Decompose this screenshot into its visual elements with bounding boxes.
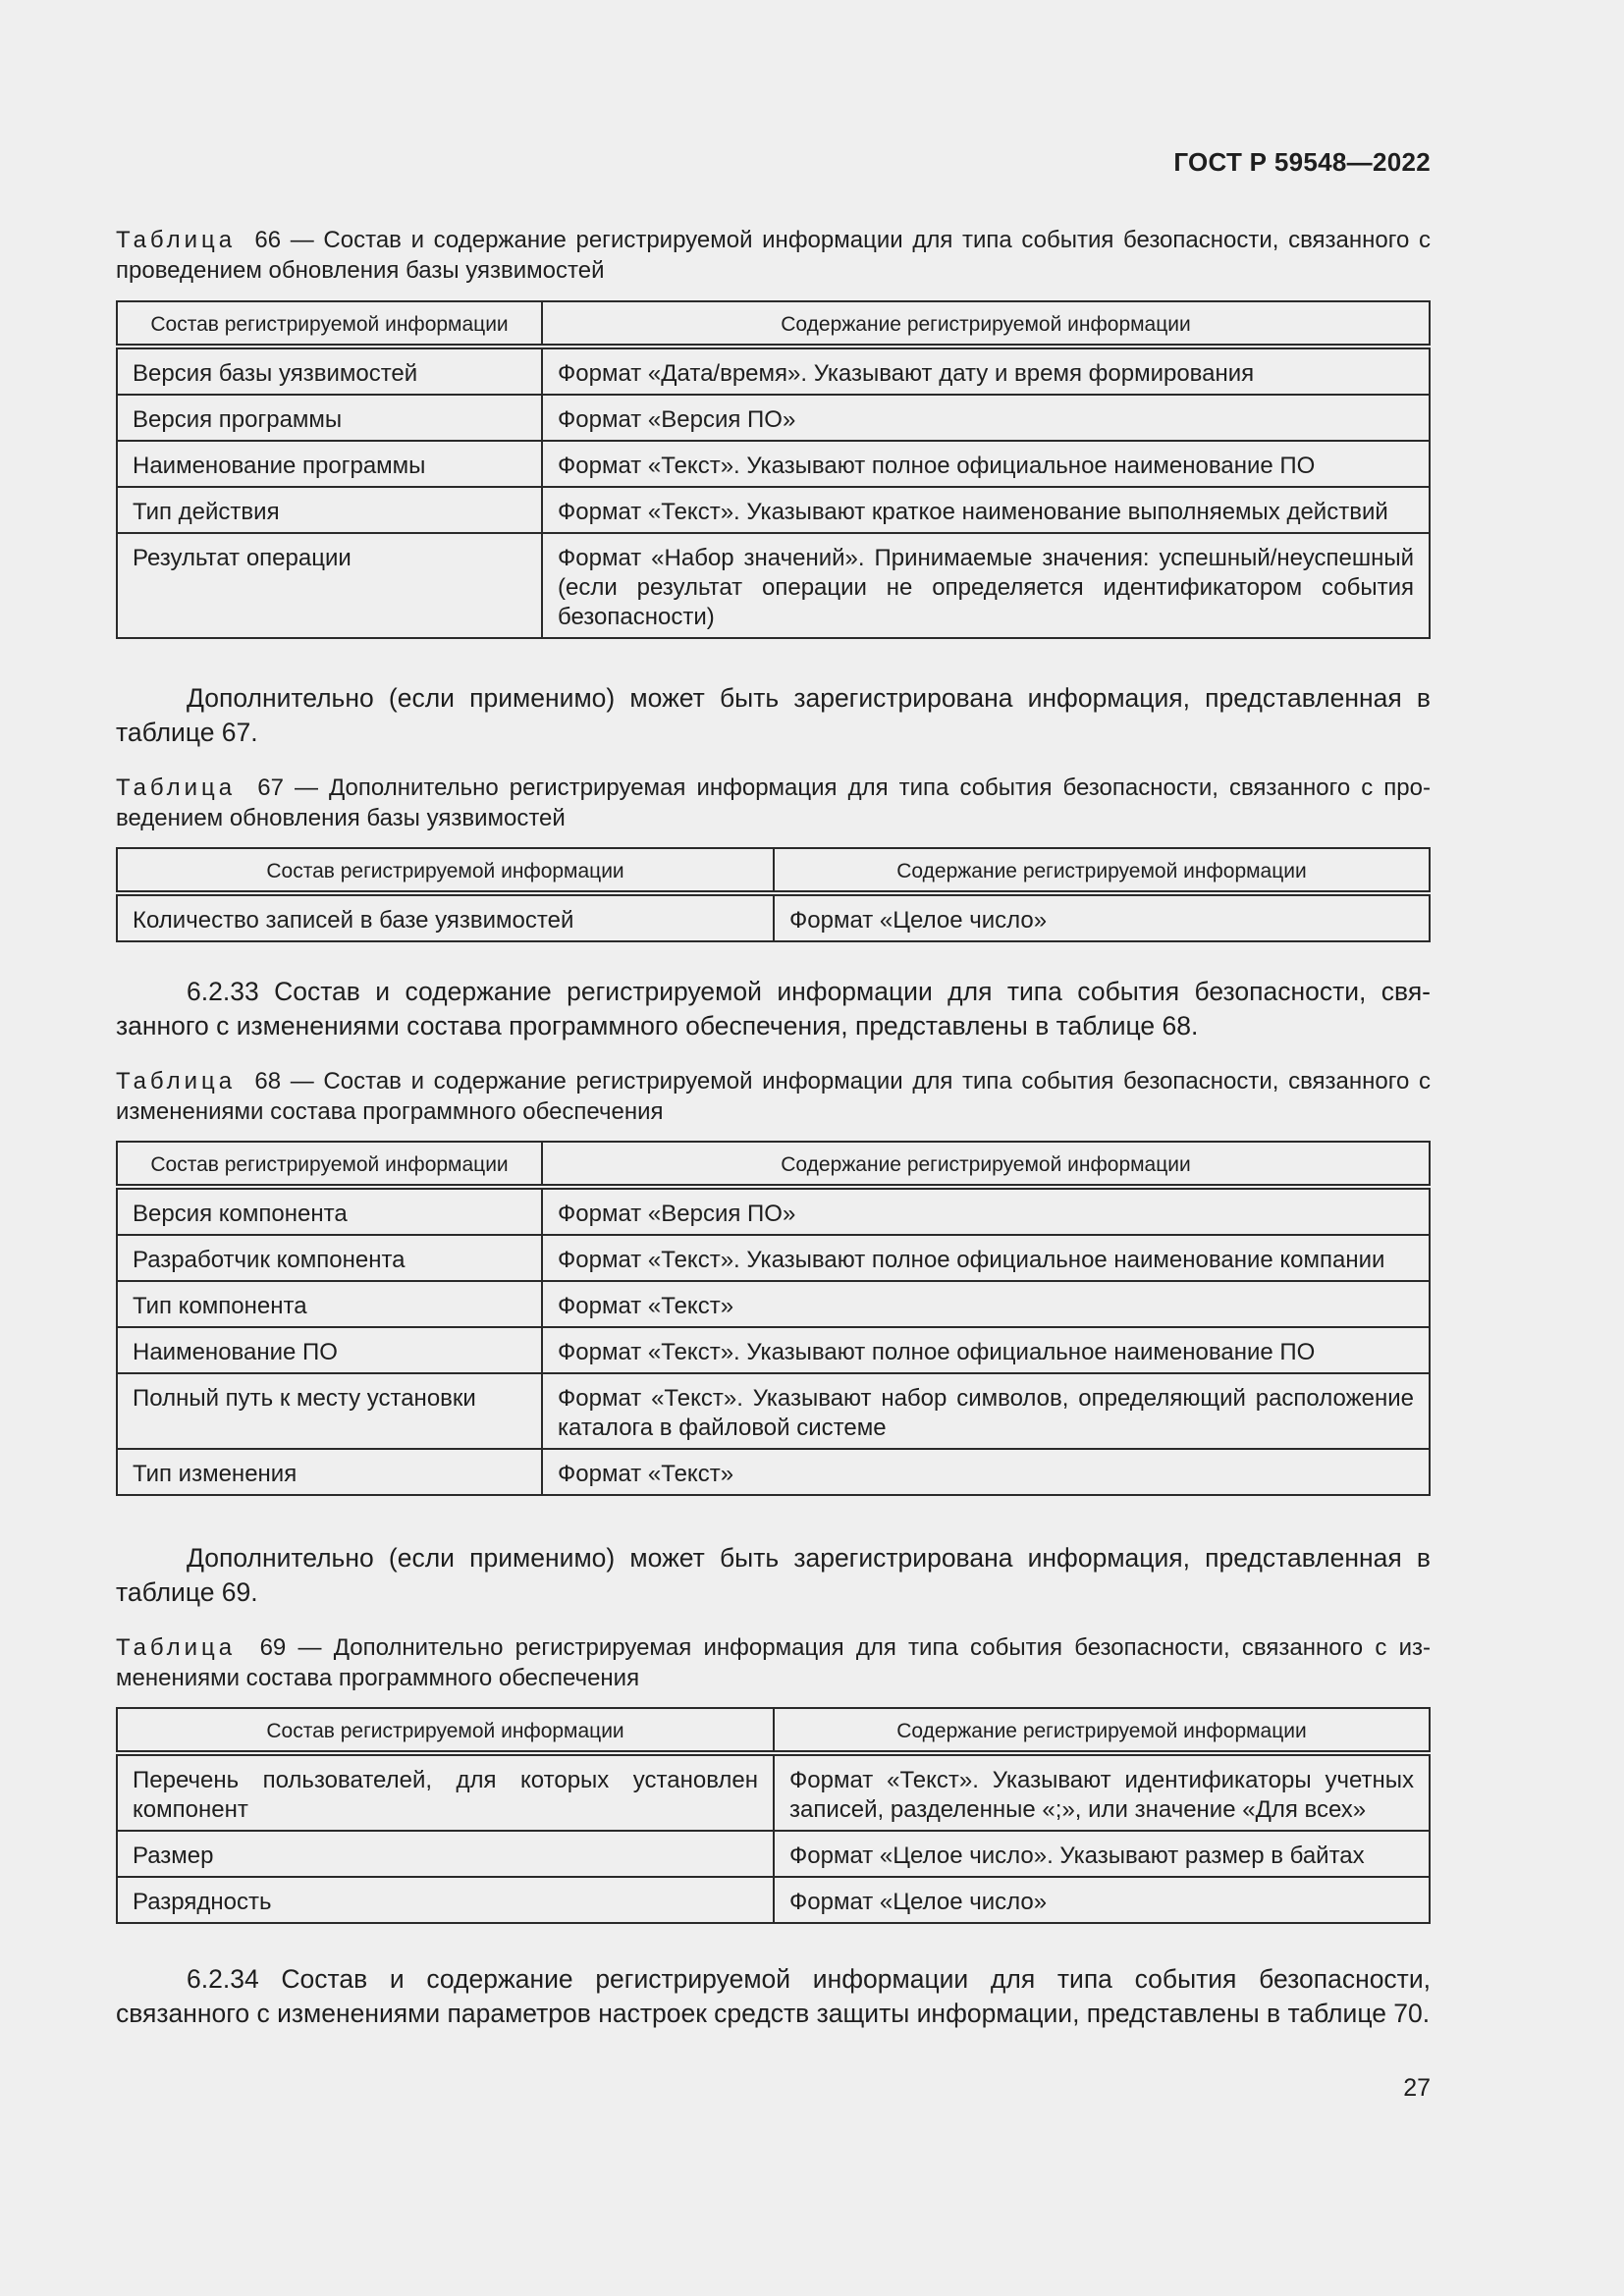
table-cell: Количество записей в базе уязвимостей <box>117 893 774 941</box>
table-cell: Тип действия <box>117 487 542 533</box>
column-header: Содержание регистрируемой информации <box>542 1142 1430 1187</box>
table-cell: Формат «Текст». Указывают полное официальное наименование ПО <box>542 1327 1430 1373</box>
table-row <box>117 893 1430 941</box>
table-header-row <box>117 301 1430 347</box>
table-header-row <box>117 1142 1430 1187</box>
paragraph: 6.2.33 Состав и содержание регистрируемой информации для типа события безопасности, связанного с изменениями состава программного обеспечения, представлены в таблице 68. <box>116 977 1431 1041</box>
paragraph: Дополнительно (если применимо) может быть зарегистрирована информация, представленная в таблице 67. <box>116 683 1431 747</box>
table-66 <box>116 300 1431 639</box>
table-cell: Формат «Версия ПО» <box>542 1187 1430 1235</box>
table-header-row <box>117 848 1430 893</box>
table-cell: Формат «Версия ПО» <box>542 395 1430 441</box>
table-row <box>117 1831 1430 1877</box>
table-67 <box>116 847 1431 942</box>
table-caption-text: 69 — Дополнительно регистрируемая информация для типа события безопасности, связанного с изменениями состава программного обеспечения <box>116 1634 1431 1691</box>
table-row <box>117 533 1430 638</box>
table-cell: Разрядность <box>117 1877 774 1923</box>
table-label: Таблица <box>116 774 237 801</box>
table-cell: Версия базы уязвимостей <box>117 347 542 395</box>
table-row <box>117 1373 1430 1449</box>
paragraph: 6.2.34 Состав и содержание регистрируемой информации для типа события безопасности, связанного с изменениями параметров настроек средств защиты информации, представлены в таблице 70. <box>116 1964 1431 2028</box>
table-cell: Формат «Текст». Указывают краткое наименование выполняемых действий <box>542 487 1430 533</box>
standard-designation: ГОСТ Р 59548—2022 <box>1173 147 1431 177</box>
table-row <box>117 1449 1430 1495</box>
table-cell: Наименование ПО <box>117 1327 542 1373</box>
table-cell: Формат «Текст». Указывают полное официальное наименование компании <box>542 1235 1430 1281</box>
page-number: 27 <box>1403 2074 1431 2102</box>
paragraph: Дополнительно (если применимо) может быть зарегистрирована информация, представленная в таблице 69. <box>116 1543 1431 1607</box>
table-68-caption <box>116 1066 1431 1127</box>
table-row <box>117 1281 1430 1327</box>
table-row <box>117 1187 1430 1235</box>
table-cell: Тип компонента <box>117 1281 542 1327</box>
table-row <box>117 347 1430 395</box>
table-cell: Формат «Текст». Указывают набор символов, определяющий расположение каталога в файловой системе <box>542 1373 1430 1449</box>
table-69 <box>116 1707 1431 1924</box>
column-header: Содержание регистрируемой информации <box>774 1708 1430 1753</box>
table-cell: Формат «Текст». Указывают полное официальное наименование ПО <box>542 441 1430 487</box>
table-cell: Версия программы <box>117 395 542 441</box>
table-cell: Перечень пользователей, для которых установлен компонент <box>117 1753 774 1831</box>
column-header: Состав регистрируемой информации <box>117 848 774 893</box>
column-header: Состав регистрируемой информации <box>117 1142 542 1187</box>
table-cell: Размер <box>117 1831 774 1877</box>
table-66-caption <box>116 225 1431 286</box>
table-row <box>117 395 1430 441</box>
table-cell: Формат «Текст» <box>542 1281 1430 1327</box>
table-row <box>117 1327 1430 1373</box>
table-cell: Формат «Набор значений». Принимаемые значения: успешный/неуспешный (если результат операции не определяется идентификатором события безопасности) <box>542 533 1430 638</box>
table-label: Таблица <box>116 1068 237 1095</box>
table-label: Таблица <box>116 1634 237 1661</box>
table-header-row <box>117 1708 1430 1753</box>
table-cell: Формат «Дата/время». Указывают дату и время формирования <box>542 347 1430 395</box>
table-69-caption <box>116 1632 1431 1693</box>
table-caption-text: 67 — Дополнительно регистрируемая информация для типа события безопасности, связанного с проведением обновления базы уязвимостей <box>116 774 1431 831</box>
table-row <box>117 1753 1430 1831</box>
table-cell: Формат «Текст». Указывают идентификаторы учетных записей, разделенные «;», или значение «Для всех» <box>774 1753 1430 1831</box>
table-cell: Тип изменения <box>117 1449 542 1495</box>
table-cell: Формат «Целое число» <box>774 1877 1430 1923</box>
table-cell: Разработчик компонента <box>117 1235 542 1281</box>
table-row <box>117 487 1430 533</box>
column-header: Содержание регистрируемой информации <box>542 301 1430 347</box>
table-68 <box>116 1141 1431 1496</box>
table-row <box>117 441 1430 487</box>
table-caption-text: 66 — Состав и содержание регистрируемой информации для типа события безопасности, связанного с проведением обновления базы уязвимостей <box>116 227 1431 284</box>
table-cell: Формат «Целое число». Указывают размер в байтах <box>774 1831 1430 1877</box>
table-cell: Версия компонента <box>117 1187 542 1235</box>
table-row <box>117 1235 1430 1281</box>
column-header: Состав регистрируемой информации <box>117 301 542 347</box>
table-cell: Наименование программы <box>117 441 542 487</box>
table-caption-text: 68 — Состав и содержание регистрируемой информации для типа события безопасности, связанного с изменениями состава программного обеспечения <box>116 1068 1431 1125</box>
column-header: Состав регистрируемой информации <box>117 1708 774 1753</box>
table-cell: Полный путь к месту установки <box>117 1373 542 1449</box>
table-cell: Результат операции <box>117 533 542 638</box>
table-cell: Формат «Текст» <box>542 1449 1430 1495</box>
table-label: Таблица <box>116 227 237 253</box>
column-header: Содержание регистрируемой информации <box>774 848 1430 893</box>
table-row <box>117 1877 1430 1923</box>
table-cell: Формат «Целое число» <box>774 893 1430 941</box>
table-67-caption <box>116 773 1431 833</box>
